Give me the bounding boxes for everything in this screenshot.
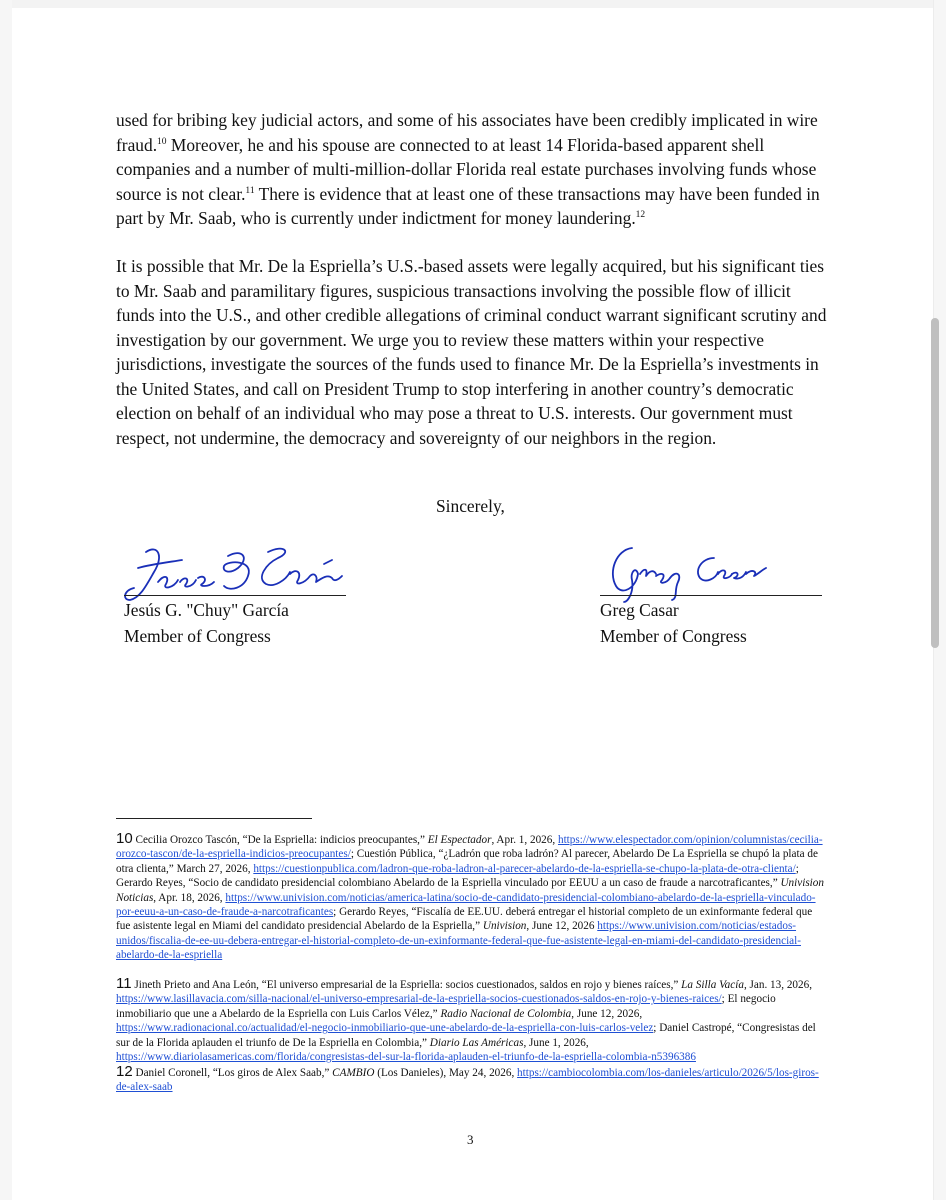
footnote-text: , June 12, 2026 xyxy=(526,920,598,933)
footnote-12 xyxy=(116,1065,828,1095)
footnote-ref-10[interactable]: 10 xyxy=(157,136,167,147)
signatory-name: Greg Casar xyxy=(600,600,679,620)
closing-salutation: Sincerely, xyxy=(436,496,505,516)
footnote-link[interactable]: https://www.radionacional.co/actualidad/el-negocio-inmobiliario-que-une-abelardo-de-la-espriella-con-luis-carlos-velez xyxy=(116,1022,654,1035)
footnote-link[interactable]: https://cambiocolombia.com/los-danieles/articulo/2026/5/los-giros-de-alex-saab xyxy=(116,1067,819,1094)
footnote-ref-12[interactable]: 12 xyxy=(635,210,646,221)
footnote-10 xyxy=(116,832,828,963)
signatory-garcia xyxy=(124,597,289,649)
footnote-text: Daniel Coronell, “Los giros de Alex Saab,” xyxy=(135,1067,333,1079)
publication-name: CAMBIO xyxy=(332,1067,375,1079)
footnote-number: 10 xyxy=(116,830,133,847)
footnote-text: ; Cuestión Pública, “¿Ladrón que roba ladrón? Al parecer, Abelardo De La Espriella se chupó la plata de otra clienta,” March 27, 2026, xyxy=(116,848,818,875)
footnote-text: ; Gerardo Reyes, “Fiscalía de EE.UU. deberá entregar el historial completo de un exinformante federal que fue asistente legal en Miami del candidato presidencial Abelardo de la Espriella,” xyxy=(116,906,813,933)
body-paragraph-2: It is possible that Mr. De la Espriella’s U.S.-based assets were legally acquired, but his significant ties to Mr. Saab and paramilitary figures, suspicious transactions involving the possible flow of illicit funds into the U.S., and other credible allegations of criminal conduct warrant significant scrutiny and investigation by our government. We urge you to review these matters within your respective jurisdictions, investigate the sources of the funds used to finance Mr. De la Espriella’s investments in the United States, and call on President Trump to stop interfering in another country’s democratic election on behalf of an individual who may pose a threat to U.S. interests. Our government must respect, not undermine, the democracy and sovereignty of our neighbors in the region. xyxy=(116,256,827,448)
scrollbar-thumb[interactable] xyxy=(931,318,939,648)
publication-name: El Espectador xyxy=(427,834,492,846)
footnote-text: ; Daniel Castropé, “Congresistas del sur de la Florida aplauden el triunfo de De la Espriella en Colombia,” xyxy=(116,1022,816,1049)
para1-text-2: Moreover, he and his spouse are connected to at least 14 Florida-based apparent shell companies and a number of multi-million-dollar Florida real estate purchases involving funds whose source is not clear. xyxy=(116,134,817,204)
footnote-text: Cecilia Orozco Tascón, “De la Espriella: indicios preocupantes,” xyxy=(135,834,428,846)
footnote-text: ; Gerardo Reyes, “Socio de candidato presidencial colombiano Abelardo de la Espriella vinculado por EEUU a un caso de fraude a narcotraficantes,” xyxy=(116,862,799,890)
signature-line-garcia xyxy=(124,595,346,596)
signatory-casar xyxy=(600,597,747,649)
page-number: 3 xyxy=(467,1132,474,1147)
para1-text-1: used for bribing key judicial actors, and some of his associates have been credibly implicated in wire fraud. xyxy=(116,110,818,155)
signatory-title: Member of Congress xyxy=(600,626,747,646)
footnote-text: (Los Danieles), May 24, 2026, xyxy=(374,1067,518,1079)
footnote-separator xyxy=(116,818,312,819)
footnote-link[interactable]: https://www.diariolasamericas.com/florida/congresistas-del-sur-la-florida-aplauden-el-triunfo-de-la-espriella-colombia-n5396386 xyxy=(116,1051,696,1064)
publication-name: Univision Noticias xyxy=(116,877,824,904)
footnote-link[interactable]: https://www.univision.com/noticias/estados-unidos/fiscalia-de-ee-uu-debera-entregar-el-historial-completo-de-un-exinformante-federal-que-fue-asistente-legal-en-miami-del-candidato-presidencial-abelardo-de-la-espriella xyxy=(116,920,801,962)
footnote-11 xyxy=(116,977,828,1064)
window-left-edge xyxy=(0,0,12,1200)
signature-line-casar xyxy=(600,595,822,596)
signatory-name: Jesús G. "Chuy" García xyxy=(124,600,289,620)
window-top-edge xyxy=(0,0,946,8)
publication-name: La Silla Vacía xyxy=(681,979,744,991)
footnote-text: , Apr. 1, 2026, xyxy=(491,834,558,846)
footnote-text: , June 12, 2026, xyxy=(571,1007,643,1020)
footnote-text: , Jan. 13, 2026, xyxy=(743,979,813,991)
body-paragraph-1 xyxy=(116,108,828,231)
footnote-link[interactable]: https://www.lasillavacia.com/silla-nacional/el-universo-empresarial-de-la-espriella-socios-cuestionados-saldos-en-rojo-y-bienes-raices/ xyxy=(116,993,722,1006)
footnote-text: Jineth Prieto and Ana León, “El universo empresarial de la Espriella: socios cuestionados, saldos en rojo y bienes raíces,” xyxy=(134,979,682,991)
footnote-number: 12 xyxy=(116,1063,133,1080)
footnote-text: ; El negocio inmobiliario que une a Abelardo de la Espriella con Luis Carlos Vélez,” xyxy=(116,993,776,1020)
footnote-link[interactable]: https://www.elespectador.com/opinion/columnistas/cecilia-orozco-tascon/de-la-espriella-indicios-preocupantes/ xyxy=(116,834,823,861)
footnote-number: 11 xyxy=(116,975,132,992)
footnote-link[interactable]: https://cuestionpublica.com/ladron-que-roba-ladron-al-parecer-abelardo-de-la-espriella-se-chupo-la-plata-de-otra-clienta/ xyxy=(253,862,796,875)
para1-text-3: There is evidence that at least one of these transactions may have been funded in part by Mr. Saab, who is currently under indictment for money laundering. xyxy=(116,183,820,228)
footnote-text: , June 1, 2026, xyxy=(523,1036,589,1049)
publication-name: Univision xyxy=(482,920,527,933)
publication-name: Radio Nacional de Colombia xyxy=(440,1007,572,1020)
footnote-text: , Apr. 18, 2026, xyxy=(153,891,226,904)
footnote-ref-11[interactable]: 11 xyxy=(245,185,255,196)
publication-name: Diario Las Américas xyxy=(429,1036,524,1049)
signatory-title: Member of Congress xyxy=(124,626,271,646)
footnote-link[interactable]: https://www.univision.com/noticias/america-latina/socio-de-candidato-presidencial-colombiano-abelardo-de-la-espriella-vinculado-por-eeuu-a-un-caso-de-fraude-a-narcotraficantes xyxy=(116,891,816,919)
